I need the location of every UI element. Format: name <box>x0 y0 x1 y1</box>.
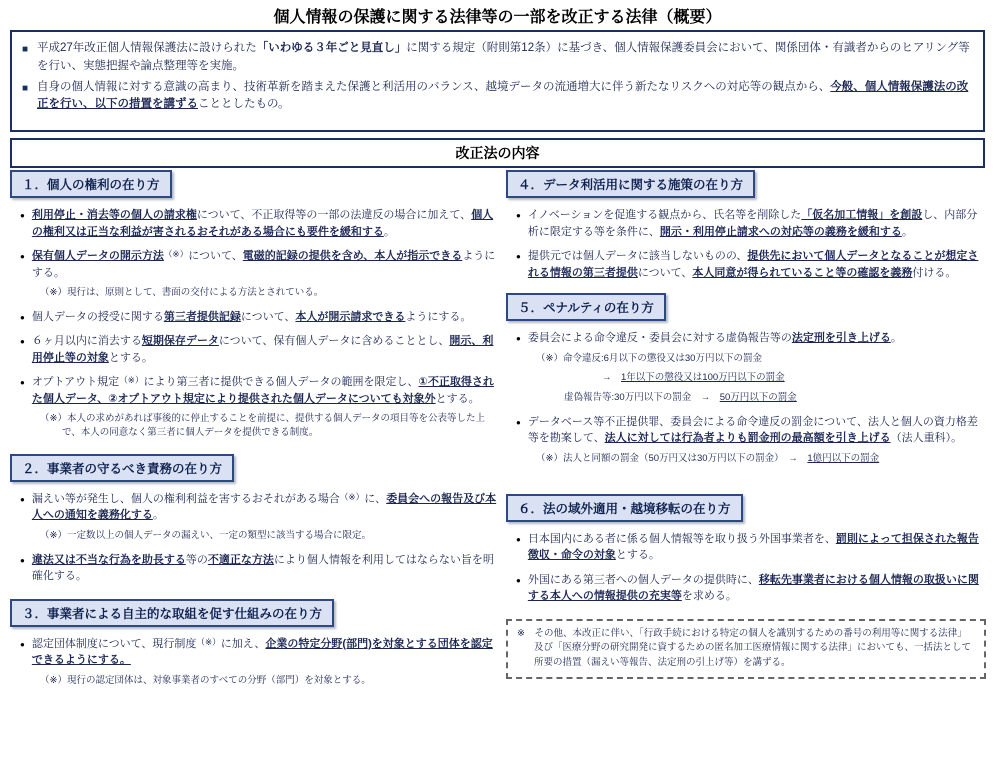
bullet-item <box>20 333 497 366</box>
bullet-text: イノベーションを促進する観点から、氏名等を削除した「仮名加工情報」を創設し、内部分析に限定する等を条件に、開示・利用停止請求への対応等の義務を緩和する。 <box>527 209 978 238</box>
bullet-text: 委員会による命令違反・委員会に対する虚偽報告等の法定刑を引き上げる。 <box>527 332 902 344</box>
bullet-icon: ● <box>20 211 25 220</box>
bullet-item <box>20 309 497 326</box>
note-text: （※）法人と同額の罰金（50万円又は30万円以下の罰金） → 1億円以下の罰金 <box>536 452 880 464</box>
section-6 <box>506 494 986 605</box>
section-5 <box>506 293 986 466</box>
bullet-text: 認定団体制度について、現行制度（※）に加え、企業の特定分野(部門)を対象とする団体を認定できるようにする。 <box>31 636 493 667</box>
section-title: ５．ペナルティの在り方 <box>506 293 666 321</box>
bullet-text: 利用停止・消去等の個人の請求権について、不正取得等の一部の法違反の場合に加えて、個人の権利又は正当な利益が害されるおそれがある場合にも要件を緩和する。 <box>31 209 494 238</box>
bullet-icon: ● <box>20 555 25 565</box>
section-title: ４．データ利活用に関する施策の在り方 <box>506 170 755 198</box>
bullet-text: 漏えい等が発生し、個人の権利利益を害するおそれがある場合（※）に、委員会への報告及び本人への通知を義務化する。 <box>31 491 497 522</box>
note-text: （※）現行の認定団体は、対象事業者のすべての分野（部門）を対象とする。 <box>40 674 371 686</box>
section-title: ３．事業者による自主的な取組を促す仕組みの在り方 <box>10 599 334 627</box>
bullet-icon: ● <box>20 337 25 347</box>
section-3 <box>10 599 497 688</box>
section-title: ６．法の域外適用・越境移転の在り方 <box>506 494 743 522</box>
note-text: （※）現行は、原則として、書面の交付による方法とされている。 <box>40 287 324 298</box>
section-title: ２．事業者の守るべき責務の在り方 <box>10 454 234 482</box>
intro-box <box>10 30 985 132</box>
bullet-text: ６ヶ月以内に消去する短期保存データについて、保有個人データに含めることとし、開示、利用停止等の対象とする。 <box>31 335 494 364</box>
bullet-icon: ● <box>20 252 25 261</box>
square-bullet-icon: ■ <box>22 82 29 94</box>
intro-bullet-text: 平成27年改正個人情報保護法に設けられた「いわゆる３年ごと見直し」に関する規定（附則第12条）に基づき、個人情報保護委員会において、関係団体・有識者からのヒアリング等を行い、実態把握や論点整理等を実施。 <box>37 42 970 72</box>
note-text: （※）一定数以上の個人データの漏えい、一定の類型に該当する場合に限定。 <box>40 529 371 541</box>
bullet-icon: ● <box>516 575 521 585</box>
intro-bullet <box>22 40 973 76</box>
bullet-icon: ● <box>516 252 521 261</box>
right-column <box>506 170 986 679</box>
bullet-text: 個人データの授受に関する第三者提供記録について、本人が開示請求できるようにする。 <box>31 310 472 323</box>
footnote-box <box>506 619 986 679</box>
bullet-text: 日本国内にある者に係る個人情報等を取り扱う外国事業者を、罰則によって担保された報告徴収・命令の対象とする。 <box>527 532 979 562</box>
section-2 <box>10 454 497 585</box>
bullet-item <box>516 531 986 564</box>
note-text: （※）本人の求めがあれば事後的に停止することを前提に、提供する個人データの項目等を公表等した上で、本人の同意なく第三者に個人データを提供できる制度。 <box>40 413 485 439</box>
footnote-text: ※ その他、本改正に伴い、「行政手続における特定の個人を識別するための番号の利用等に関する法律」及び「医療分野の研究開発に資するための匿名加工医療情報に関する法律」においても、一括法として所要の措置（漏えい等報告、法定刑の引上げ等）を講ずる。 <box>517 627 972 668</box>
note-text: → 1年以下の懲役又は100万円以下の罰金 <box>602 372 785 384</box>
bullet-text: 提供元では個人データに該当しないものの、提供先において個人データとなることが想定される情報の第三者提供について、本人同意が得られていること等の確認を義務付ける。 <box>527 250 979 279</box>
section-title: １．個人の権利の在り方 <box>10 170 172 198</box>
bullet-text: データベース等不正提供罪、委員会による命令違反の罰金について、法人と個人の資力格差等を勘案して、法人に対しては行為者よりも罰金刑の最高額を引き上げる（法人重科）。 <box>527 415 978 445</box>
intro-bullet <box>22 79 973 115</box>
bullet-text: 外国にある第三者への個人データの提供時に、移転先事業者における個人情報の取扱いに関する本人への情報提供の充実等を求める。 <box>527 573 979 603</box>
bullet-text: 保有個人データの開示方法（※）について、電磁的記録の提供を含め、本人が指示できるようにする。 <box>31 249 496 279</box>
section-4 <box>506 170 986 281</box>
left-column <box>10 170 497 696</box>
bullet-icon: ● <box>516 417 521 427</box>
note-text: （※）命令違反:6月以下の懲役又は30万円以下の罰金 <box>536 352 762 364</box>
bullet-icon: ● <box>516 534 521 544</box>
bullet-item <box>516 330 986 347</box>
content-header: 改正法の内容 <box>10 138 985 168</box>
bullet-item <box>20 207 497 240</box>
bullet-item <box>516 414 986 447</box>
bullet-text: オプトアウト規定（※）により第三者に提供できる個人データの範囲を限定し、①不正取得された個人データ、②オプトアウト規定により提供された個人データについても対象外とする。 <box>31 375 494 405</box>
bullet-icon: ● <box>20 378 25 388</box>
bullet-item <box>20 636 497 669</box>
section-1 <box>10 170 497 440</box>
bullet-icon: ● <box>20 639 25 649</box>
note-text: 虚偽報告等:30万円以下の罰金 → 50万円以下の罰金 <box>564 392 797 404</box>
bullet-item <box>20 374 497 407</box>
bullet-icon: ● <box>20 494 25 504</box>
bullet-item <box>20 552 497 585</box>
bullet-item <box>20 491 497 524</box>
bullet-item <box>20 248 497 281</box>
bullet-icon: ● <box>516 211 521 220</box>
square-bullet-icon: ■ <box>22 44 29 55</box>
bullet-item <box>516 207 986 240</box>
bullet-icon: ● <box>20 312 25 322</box>
bullet-icon: ● <box>516 334 521 343</box>
bullet-item <box>516 572 986 605</box>
intro-bullet-text: 自身の個人情報に対する意識の高まり、技術革新を踏まえた保護と利活用のバランス、越境データの流通増大に伴う新たなリスクへの対応等の観点から、今般、個人情報保護法の改正を行い、以下の措置を講ずることとしたもの。 <box>37 80 969 111</box>
bullet-item <box>516 248 986 281</box>
page-title: 個人情報の保護に関する法律等の一部を改正する法律（概要） <box>273 9 722 26</box>
bullet-text: 違法又は不当な行為を助長する等の不適正な方法により個人情報を利用してはならない旨を明確化する。 <box>31 553 494 583</box>
